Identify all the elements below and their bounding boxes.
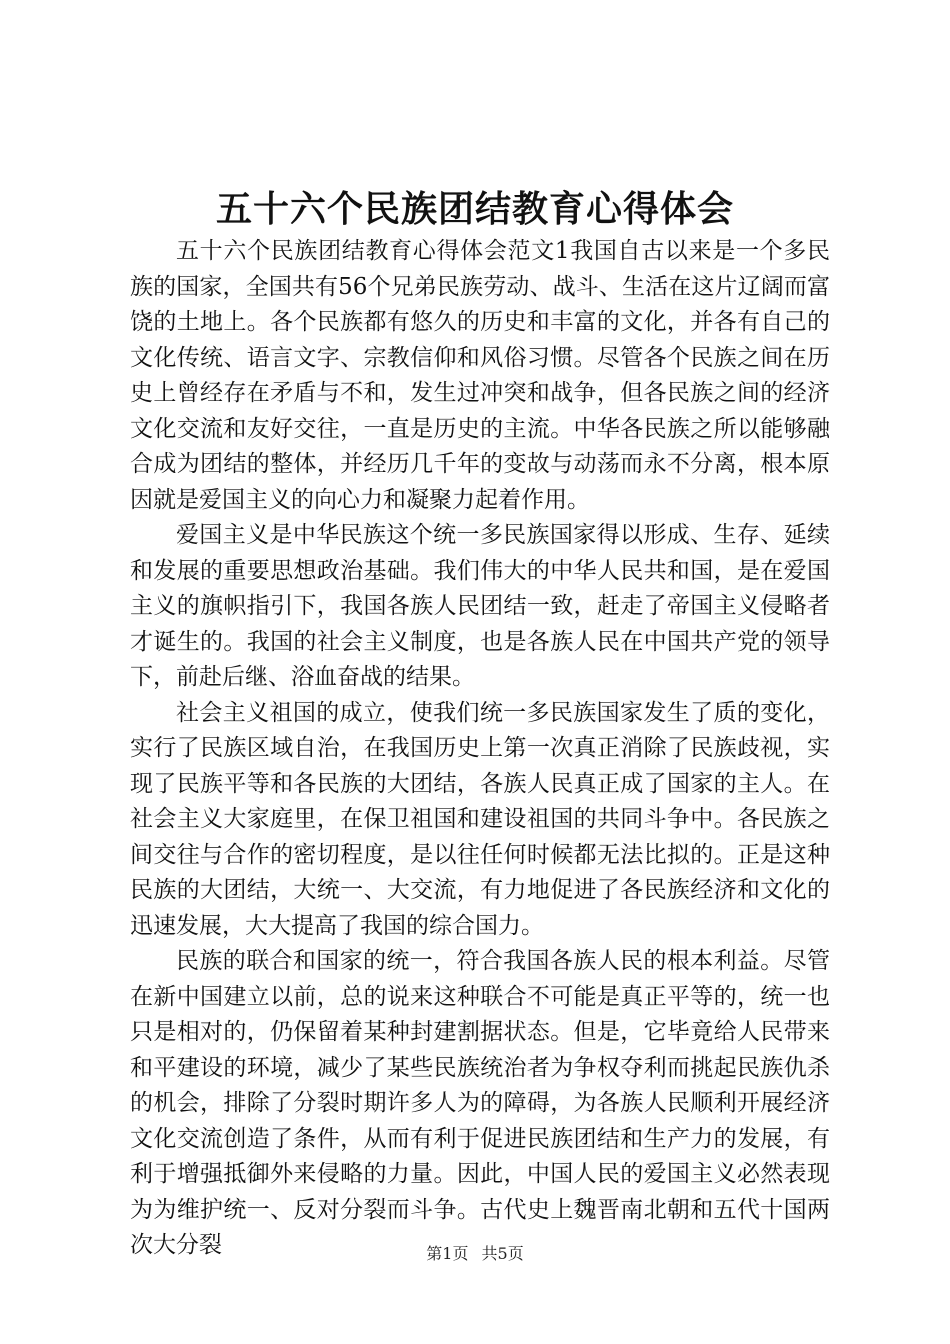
page-total: 共5页 (481, 1244, 524, 1263)
page-number: 第1页 (426, 1244, 469, 1263)
page-title: 五十六个民族团结教育心得体会 (215, 188, 734, 230)
document-body (130, 234, 830, 1264)
paragraph-3: 社会主义祖国的成立，使我们统一多民族国家发生了质的变化，实行了民族区域自治，在我国历史上第一次真正消除了民族歧视，实现了民族平等和各民族的大团结，各族人民真正成了国家的主人。在社会主义大家庭里，在保卫祖国和建设祖国的共同斗争中。各民族之间交往与合作的密切程度，是以往任何时候都无法比拟的。正是这种民族的大团结，大统一、大交流，有力地促进了各民族经济和文化的迅速发展，大大提高了我国的综合国力。 (130, 699, 830, 939)
paragraph-4: 民族的联合和国家的统一，符合我国各族人民的根本利益。尽管在新中国建立以前，总的说来这种联合不可能是真正平等的，统一也只是相对的，仍保留着某种封建割据状态。但是，它毕竟给人民带来和平建设的环境，减少了某些民族统治者为争权夺利而挑起民族仇杀的机会，排除了分裂时期许多人为的障碍，为各族人民顺利开展经济文化交流创造了条件，从而有利于促进民族团结和生产力的发展，有利于增强抵御外来侵略的力量。因此，中国人民的爱国主义必然表现为为维护统一、反对分裂而斗争。古代史上魏晋南北朝和五代十国两次大分裂 (130, 948, 830, 1258)
page-footer (0, 1243, 950, 1265)
paragraph-2: 爱国主义是中华民族这个统一多民族国家得以形成、生存、延续和发展的重要思想政治基础。我们伟大的中华人民共和国，是在爱国主义的旗帜指引下，我国各族人民团结一致，赶走了帝国主义侵略者才诞生的。我国的社会主义制度，也是各族人民在中国共产党的领导下，前赴后继、浴血奋战的结果。 (130, 522, 830, 690)
paragraph-1: 五十六个民族团结教育心得体会范文1我国自古以来是一个多民族的国家，全国共有56个兄弟民族劳动、战斗、生活在这片辽阔而富饶的土地上。各个民族都有悠久的历史和丰富的文化，并各有自己的文化传统、语言文字、宗教信仰和风俗习惯。尽管各个民族之间在历史上曾经存在矛盾与不和，发生过冲突和战争，但各民族之间的经济文化交流和友好交往，一直是历史的主流。中华各民族之所以能够融合成为团结的整体，并经历几千年的变故与动荡而永不分离，根本原因就是爱国主义的向心力和凝聚力起着作用。 (130, 238, 830, 513)
